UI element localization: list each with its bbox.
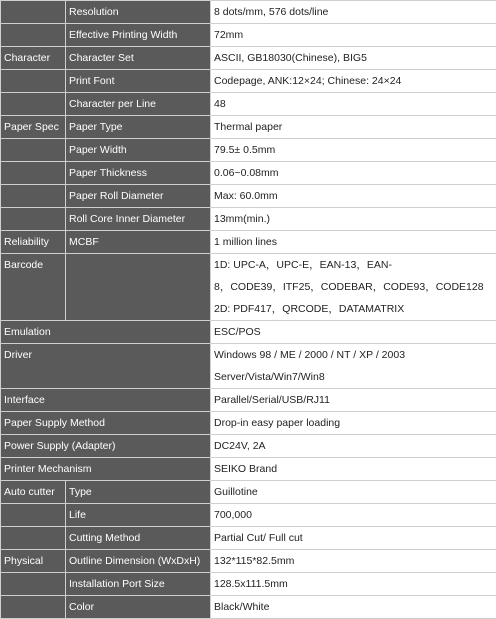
label-cell: Paper Width bbox=[66, 139, 211, 162]
category-cell bbox=[1, 162, 66, 185]
value-cell: 8 dots/mm, 576 dots/line bbox=[211, 1, 496, 24]
value-cell: Guillotine bbox=[211, 481, 496, 504]
category-cell: Emulation bbox=[1, 321, 211, 344]
label-cell: Roll Core Inner Diameter bbox=[66, 208, 211, 231]
category-cell bbox=[1, 596, 66, 619]
table-row bbox=[1, 527, 496, 550]
value-cell: Drop-in easy paper loading bbox=[211, 412, 496, 435]
table-row bbox=[1, 435, 496, 458]
value-cell: ESC/POS bbox=[211, 321, 496, 344]
label-cell: Cutting Method bbox=[66, 527, 211, 550]
label-cell: Paper Thickness bbox=[66, 162, 211, 185]
value-cell: Codepage, ANK:12×24; Chinese: 24×24 bbox=[211, 70, 496, 93]
value-cell: Max: 60.0mm bbox=[211, 185, 496, 208]
label-cell: Paper Roll Diameter bbox=[66, 185, 211, 208]
table-row bbox=[1, 504, 496, 527]
table-row bbox=[1, 231, 496, 254]
value-cell: DC24V, 2A bbox=[211, 435, 496, 458]
table-row bbox=[1, 139, 496, 162]
table-row bbox=[1, 162, 496, 185]
label-cell: Outline Dimension (WxDxH) bbox=[66, 550, 211, 573]
table-row bbox=[1, 389, 496, 412]
category-cell: Paper Supply Method bbox=[1, 412, 211, 435]
value-cell: 13mm(min.) bbox=[211, 208, 496, 231]
label-cell: Resolution bbox=[66, 1, 211, 24]
table-row bbox=[1, 344, 496, 389]
table-row bbox=[1, 93, 496, 116]
table-row bbox=[1, 481, 496, 504]
table-row bbox=[1, 458, 496, 481]
label-cell: Paper Type bbox=[66, 116, 211, 139]
label-cell: Life bbox=[66, 504, 211, 527]
category-cell: Reliability bbox=[1, 231, 66, 254]
value-cell bbox=[211, 254, 496, 321]
category-cell: Barcode bbox=[1, 254, 66, 321]
category-cell: Printer Mechanism bbox=[1, 458, 211, 481]
category-cell bbox=[1, 24, 66, 47]
label-cell: Print Font bbox=[66, 70, 211, 93]
category-cell bbox=[1, 93, 66, 116]
category-cell bbox=[1, 504, 66, 527]
table-row bbox=[1, 254, 496, 321]
value-cell: Black/White bbox=[211, 596, 496, 619]
value-line: Server/Vista/Win7/Win8 bbox=[214, 366, 493, 388]
value-cell: 128.5x111.5mm bbox=[211, 573, 496, 596]
value-cell bbox=[211, 344, 496, 389]
table-row bbox=[1, 1, 496, 24]
category-cell bbox=[1, 70, 66, 93]
label-cell: Effective Printing Width bbox=[66, 24, 211, 47]
value-cell: 0.06~0.08mm bbox=[211, 162, 496, 185]
value-cell: ASCII, GB18030(Chinese), BIG5 bbox=[211, 47, 496, 70]
category-cell: Paper Spec bbox=[1, 116, 66, 139]
value-line: 8，CODE39，ITF25，CODEBAR，CODE93，CODE128 bbox=[214, 276, 493, 298]
category-cell bbox=[1, 208, 66, 231]
table-row bbox=[1, 208, 496, 231]
table-row bbox=[1, 596, 496, 619]
category-cell: Driver bbox=[1, 344, 211, 389]
value-line: Windows 98 / ME / 2000 / NT / XP / 2003 bbox=[214, 344, 493, 366]
category-cell: Interface bbox=[1, 389, 211, 412]
value-cell: 132*115*82.5mm bbox=[211, 550, 496, 573]
table-row bbox=[1, 185, 496, 208]
value-cell: 72mm bbox=[211, 24, 496, 47]
label-cell bbox=[66, 254, 211, 321]
label-cell: Type bbox=[66, 481, 211, 504]
category-cell: Auto cutter bbox=[1, 481, 66, 504]
table-row bbox=[1, 321, 496, 344]
value-cell: Partial Cut/ Full cut bbox=[211, 527, 496, 550]
value-line: 2D: PDF417，QRCODE，DATAMATRIX bbox=[214, 298, 493, 320]
category-cell: Power Supply (Adapter) bbox=[1, 435, 211, 458]
value-cell: Parallel/Serial/USB/RJ11 bbox=[211, 389, 496, 412]
table-row bbox=[1, 47, 496, 70]
category-cell bbox=[1, 527, 66, 550]
value-cell: 700,000 bbox=[211, 504, 496, 527]
category-cell bbox=[1, 185, 66, 208]
table-row bbox=[1, 70, 496, 93]
table-row bbox=[1, 412, 496, 435]
value-cell: 1 million lines bbox=[211, 231, 496, 254]
label-cell: Color bbox=[66, 596, 211, 619]
label-cell: Character Set bbox=[66, 47, 211, 70]
table-row bbox=[1, 116, 496, 139]
category-cell: Physical bbox=[1, 550, 66, 573]
label-cell: Character per Line bbox=[66, 93, 211, 116]
category-cell bbox=[1, 573, 66, 596]
value-cell: 48 bbox=[211, 93, 496, 116]
label-cell: MCBF bbox=[66, 231, 211, 254]
label-cell: Installation Port Size bbox=[66, 573, 211, 596]
category-cell: Character bbox=[1, 47, 66, 70]
table-row bbox=[1, 550, 496, 573]
category-cell bbox=[1, 139, 66, 162]
table-row bbox=[1, 24, 496, 47]
value-cell: Thermal paper bbox=[211, 116, 496, 139]
category-cell bbox=[1, 1, 66, 24]
value-cell: SEIKO Brand bbox=[211, 458, 496, 481]
value-cell: 79.5± 0.5mm bbox=[211, 139, 496, 162]
table-row bbox=[1, 573, 496, 596]
value-line: 1D: UPC-A，UPC-E，EAN-13，EAN- bbox=[214, 254, 493, 276]
